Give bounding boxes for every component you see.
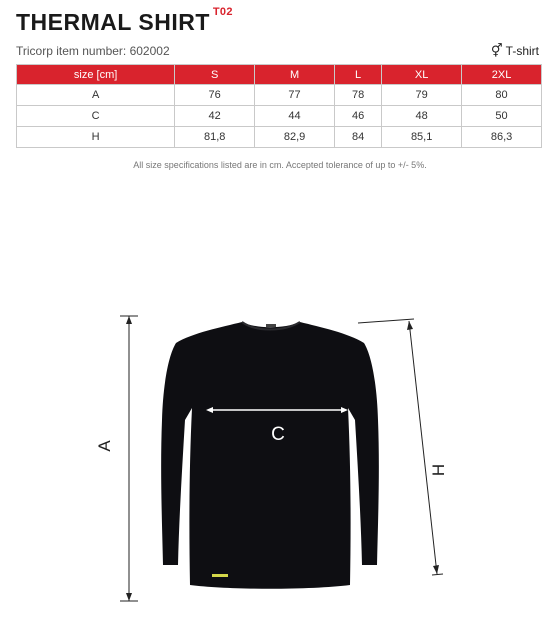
label-h: H xyxy=(429,463,448,477)
table-cell: 86,3 xyxy=(462,127,542,148)
label-a: A xyxy=(95,440,114,452)
tolerance-note: All size specifications listed are in cm. Accepted tolerance of up to +/- 5%. xyxy=(133,160,427,170)
header-cell: size [cm] xyxy=(17,65,175,85)
table-cell: 77 xyxy=(255,85,335,106)
header-cell: L xyxy=(335,65,382,85)
table-cell: 80 xyxy=(462,85,542,106)
neck-label xyxy=(266,324,276,327)
header-cell: XL xyxy=(382,65,462,85)
header-cell: S xyxy=(175,65,255,85)
product-code: T02 xyxy=(212,6,233,19)
table-cell: 79 xyxy=(382,85,462,106)
table-cell: 76 xyxy=(175,85,255,106)
item-number: Tricorp item number: 602002 xyxy=(16,44,170,58)
table-cell: A xyxy=(17,85,175,106)
label-c: C xyxy=(271,424,285,445)
garment-type: T-shirt xyxy=(505,44,539,58)
table-cell: 82,9 xyxy=(255,127,335,148)
unisex-icon: ⚥ xyxy=(490,43,503,58)
table-cell: C xyxy=(17,106,175,127)
table-cell: 78 xyxy=(335,85,382,106)
table-cell: 81,8 xyxy=(175,127,255,148)
table-cell: 84 xyxy=(335,127,382,148)
header-cell: 2XL xyxy=(462,65,542,85)
thermal-shirt-illustration xyxy=(161,322,379,589)
table-cell: 42 xyxy=(175,106,255,127)
product-name: THERMAL SHIRT xyxy=(16,9,210,35)
header-cell: M xyxy=(255,65,335,85)
table-cell: 85,1 xyxy=(382,127,462,148)
length-a-measure xyxy=(95,316,138,601)
table-cell: 44 xyxy=(255,106,335,127)
table-cell: 50 xyxy=(462,106,542,127)
table-cell: 48 xyxy=(382,106,462,127)
shirt-silhouette xyxy=(161,322,379,589)
table-cell: H xyxy=(17,127,175,148)
table-cell: 46 xyxy=(335,106,382,127)
brand-logo xyxy=(212,574,228,577)
